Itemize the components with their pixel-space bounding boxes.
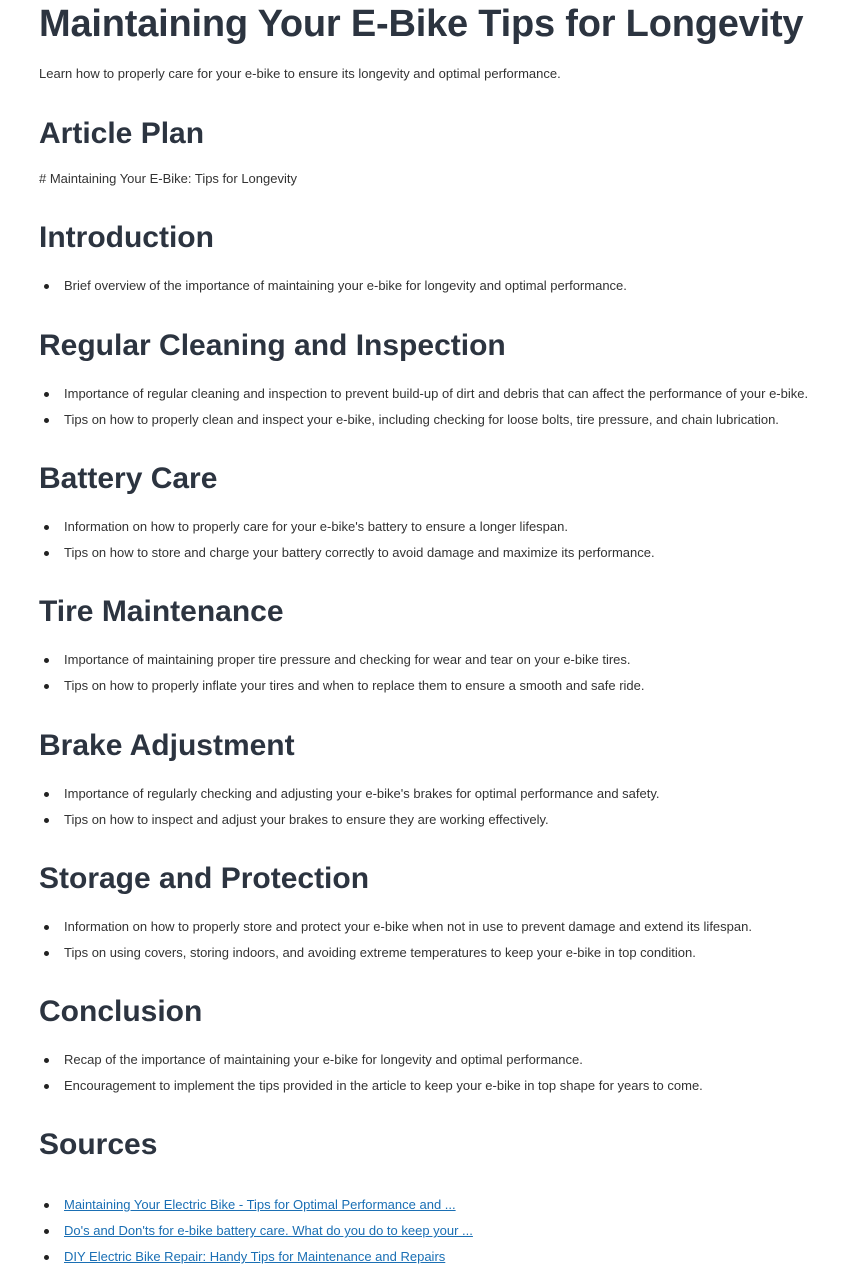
section-heading-battery: Battery Care (39, 462, 218, 495)
list-item (39, 785, 660, 811)
section-list-storage (39, 918, 752, 970)
section-heading-introduction: Introduction (39, 221, 214, 254)
list-item (39, 651, 645, 677)
list-item (39, 811, 660, 837)
bullet-icon (44, 284, 49, 289)
list-item (39, 411, 808, 437)
source-item (39, 1196, 473, 1222)
bullet-icon (44, 658, 49, 663)
source-item (39, 1248, 473, 1274)
source-link-2[interactable]: Do's and Don'ts for e-bike battery care. What do you do to keep your ... (64, 1223, 473, 1238)
section-list-introduction (39, 277, 627, 303)
bullet-icon (44, 684, 49, 689)
list-item-text: Information on how to properly care for your e-bike's battery to ensure a longer lifespan. (64, 519, 568, 534)
bullet-icon (44, 1058, 49, 1063)
section-list-cleaning (39, 385, 808, 437)
bullet-icon (44, 1084, 49, 1089)
list-item-text: Importance of regularly checking and adjusting your e-bike's brakes for optimal performance and safety. (64, 786, 660, 801)
list-item-text: Tips on how to store and charge your battery correctly to avoid damage and maximize its performance. (64, 545, 655, 560)
bullet-icon (44, 925, 49, 930)
bullet-icon (44, 1229, 49, 1234)
list-item (39, 944, 752, 970)
section-list-conclusion (39, 1051, 703, 1103)
list-item-text: Tips on how to inspect and adjust your brakes to ensure they are working effectively. (64, 812, 549, 827)
list-item (39, 1077, 703, 1103)
list-item (39, 918, 752, 944)
list-item-text: Importance of regular cleaning and inspection to prevent build-up of dirt and debris that can affect the performance of your e-bike. (64, 386, 809, 401)
list-item-text: Brief overview of the importance of maintaining your e-bike for longevity and optimal performance. (64, 278, 627, 293)
bullet-icon (44, 792, 49, 797)
list-item-text: Tips on how to properly clean and inspect your e-bike, including checking for loose bolts, tire pressure, and chain lubrication. (64, 412, 779, 427)
bullet-icon (44, 818, 49, 823)
list-item (39, 544, 655, 570)
bullet-icon (44, 418, 49, 423)
article-plan-text: # Maintaining Your E-Bike: Tips for Longevity (39, 171, 297, 186)
bullet-icon (44, 1255, 49, 1260)
page-description: Learn how to properly care for your e-bike to ensure its longevity and optimal performance. (39, 66, 561, 81)
source-item (39, 1222, 473, 1248)
list-item (39, 518, 655, 544)
section-heading-storage: Storage and Protection (39, 862, 370, 895)
sources-heading: Sources (39, 1128, 158, 1161)
bullet-icon (44, 1203, 49, 1208)
list-item-text: Information on how to properly store and protect your e-bike when not in use to prevent damage and extend its lifespan. (64, 919, 752, 934)
list-item (39, 277, 627, 303)
source-link-1[interactable]: Maintaining Your Electric Bike - Tips for Optimal Performance and ... (64, 1197, 456, 1212)
section-list-battery (39, 518, 655, 570)
section-list-brakes (39, 785, 660, 837)
bullet-icon (44, 951, 49, 956)
section-heading-cleaning: Regular Cleaning and Inspection (39, 329, 506, 362)
list-item-text: Recap of the importance of maintaining your e-bike for longevity and optimal performance. (64, 1052, 583, 1067)
sources-list (39, 1196, 473, 1274)
section-heading-brakes: Brake Adjustment (39, 729, 295, 762)
list-item-text: Importance of maintaining proper tire pressure and checking for wear and tear on your e-bike tires. (64, 652, 631, 667)
bullet-icon (44, 551, 49, 556)
list-item (39, 677, 645, 703)
list-item-text: Tips on using covers, storing indoors, and avoiding extreme temperatures to keep your e-bike in top condition. (64, 945, 696, 960)
bullet-icon (44, 392, 49, 397)
list-item (39, 385, 808, 411)
article-plan-heading: Article Plan (39, 117, 205, 150)
page-title: Maintaining Your E-Bike Tips for Longevity (39, 3, 804, 45)
bullet-icon (44, 525, 49, 530)
section-heading-conclusion: Conclusion (39, 995, 203, 1028)
list-item (39, 1051, 703, 1077)
list-item-text: Encouragement to implement the tips provided in the article to keep your e-bike in top shape for years to come. (64, 1078, 703, 1093)
section-heading-tires: Tire Maintenance (39, 595, 284, 628)
list-item-text: Tips on how to properly inflate your tires and when to replace them to ensure a smooth and safe ride. (64, 678, 645, 693)
source-link-3[interactable]: DIY Electric Bike Repair: Handy Tips for Maintenance and Repairs (64, 1249, 446, 1264)
section-list-tires (39, 651, 645, 703)
